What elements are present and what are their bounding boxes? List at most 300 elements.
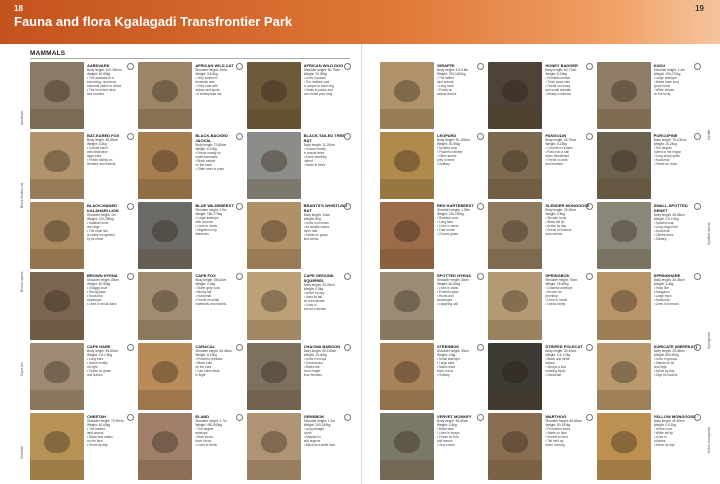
species-note: • Feeds mostly on	[195, 151, 221, 156]
species-note: in flight	[195, 372, 206, 377]
species-note: much larger	[303, 368, 321, 373]
species-note: • Feeds on small	[195, 298, 219, 303]
species-stat: Body length: 45-60cm	[87, 348, 119, 353]
species-info	[437, 343, 485, 410]
side-tab-label: Black-footed cat	[20, 183, 24, 209]
species-name: AARDVARK	[87, 63, 110, 68]
species-note: • Lives in clans	[437, 286, 459, 291]
species-info	[195, 202, 243, 269]
species-note: • Black-and-white face	[303, 442, 336, 447]
species-entry	[30, 62, 135, 129]
species-info	[87, 413, 135, 480]
species-stat: Weight: 40-60kg	[87, 422, 111, 427]
species-entry	[247, 62, 352, 129]
left-side-tab	[20, 62, 27, 480]
species-note: • Feeds on grass	[303, 233, 328, 238]
species-note: • Solitary	[437, 162, 450, 167]
species-info	[87, 62, 135, 129]
species-note: land animal	[87, 430, 104, 435]
species-note: • Hunts by day	[87, 442, 108, 447]
species-note: • White stripes	[653, 88, 675, 92]
sighting-checkbox-icon[interactable]	[477, 344, 484, 351]
species-note: • The tallest	[437, 76, 454, 80]
species-note: • Large eyes	[653, 294, 672, 299]
sighting-checkbox-icon[interactable]	[586, 133, 593, 140]
species-name: CAPE GROUND SQUIRREL	[303, 273, 334, 284]
species-note: • Long neck	[437, 84, 454, 88]
species-name: HONEY BADGER	[545, 63, 578, 68]
species-note: • Long sharp quills	[653, 154, 680, 159]
species-stat: Weight: 80g	[303, 217, 321, 222]
species-stat: Body length: 60-77cm	[545, 68, 577, 72]
species-note: • A widespread cat	[195, 92, 222, 96]
species-stat: Weight: 1.5-2.5kg	[87, 352, 112, 357]
species-info	[654, 413, 702, 480]
species-info	[304, 202, 352, 269]
species-entry	[380, 132, 485, 199]
species-note: • The largest	[653, 146, 672, 151]
species-photo	[30, 202, 84, 269]
species-note: • Males are	[303, 364, 320, 369]
species-note: • White tail tip	[653, 430, 674, 435]
species-stat: Weight: 3-6.5kg	[195, 72, 218, 76]
species-note: short horns	[437, 368, 453, 373]
species-note: • Very social	[437, 442, 455, 447]
species-note: • Solitary	[437, 372, 450, 377]
species-info	[437, 202, 485, 269]
species-photo	[597, 132, 651, 199]
species-entry	[488, 413, 593, 480]
species-name: CAPE HARE	[87, 343, 111, 349]
species-note: colonies	[653, 438, 666, 443]
species-note: • Mostly nocturnal	[545, 92, 571, 96]
species-name: GEMSBOK	[303, 413, 325, 419]
species-entry	[247, 343, 352, 410]
species-stat: Shoulder height: 80cm	[87, 278, 119, 283]
species-note: • Black face	[437, 426, 454, 431]
species-entry	[30, 202, 135, 269]
species-name: WARTHOG	[545, 413, 567, 419]
species-note: • Long ears	[87, 356, 104, 361]
species-stat: Weight: 0.5-1.5kg	[545, 352, 571, 357]
species-note: • Kneels to feed	[545, 434, 568, 439]
species-note: • Drinks rarely	[545, 302, 566, 307]
species-stat: Weight: 120-250kg	[87, 217, 114, 222]
species-info	[87, 272, 135, 339]
species-entry	[597, 343, 702, 410]
species-note: stripes and spots	[195, 88, 220, 92]
species-note: • Long straight	[303, 426, 325, 431]
species-entry	[138, 202, 243, 269]
species-name: CHEETAH	[87, 413, 107, 419]
species-note: • Active by day	[653, 368, 675, 373]
page-gutter	[361, 44, 362, 484]
species-info	[545, 272, 593, 339]
species-note: • Feeds mainly on	[87, 158, 113, 163]
species-note: scavenger	[87, 298, 102, 303]
header-band	[0, 0, 720, 44]
species-note: • Graceful antelope	[545, 286, 573, 291]
species-entry	[380, 343, 485, 410]
species-note: • Males have long	[653, 80, 679, 84]
right-page-grid	[380, 62, 702, 480]
species-stat: Weight: 120-150kg	[437, 212, 464, 217]
species-note: stripes	[545, 360, 555, 365]
species-photo	[138, 202, 192, 269]
species-note: • Spotted coat	[653, 221, 674, 226]
sighting-checkbox-icon[interactable]	[694, 344, 701, 351]
species-info	[304, 132, 352, 199]
species-note: • Large antelope	[653, 76, 677, 80]
species-note: on the face	[87, 438, 103, 443]
section-label: MAMMALS	[30, 50, 66, 57]
species-note: burrow colonies	[303, 307, 326, 312]
species-note: • Lives in packs	[303, 76, 326, 80]
species-photo	[30, 132, 84, 199]
species-entry	[597, 413, 702, 480]
species-stat: Weight: 30-90kg	[437, 142, 461, 147]
species-note: arid regions	[303, 438, 321, 443]
species-note: • Covered in scales	[545, 146, 573, 151]
species-stat: Shoulder height: 35cm	[195, 68, 228, 72]
species-note: • Black tufts	[195, 360, 213, 365]
species-note: • Males have	[437, 364, 456, 369]
species-note: • Reddish coat	[437, 216, 458, 221]
species-stat: Weight: 450-900kg	[195, 422, 223, 427]
species-note: • Lives in herds	[195, 442, 217, 447]
species-stat: Shoulder height: 65-85cm	[545, 418, 582, 423]
species-entry	[380, 202, 485, 269]
species-note: is easily recognised	[87, 233, 115, 238]
species-entry	[380, 413, 485, 480]
species-name: CHACMA BABOON	[303, 343, 341, 349]
species-entry	[138, 343, 243, 410]
species-note: • Omnivorous	[303, 360, 323, 365]
species-note: • Fast runner	[437, 228, 456, 233]
species-note: • Stands on its	[653, 360, 675, 365]
sighting-checkbox-icon[interactable]	[236, 133, 243, 140]
species-note: and seeds	[303, 237, 319, 242]
species-entry	[488, 132, 593, 199]
sighting-checkbox-icon[interactable]	[586, 63, 593, 70]
species-note: • Occurs mostly	[303, 147, 326, 152]
species-stat: Weight: 0.5kg	[545, 212, 565, 217]
species-note: a kangaroo	[653, 290, 670, 295]
species-note: • Feeds on ants	[545, 158, 568, 163]
species-note: as a sunshade	[303, 299, 325, 304]
species-note: • Nests in trees	[303, 163, 326, 168]
species-stat: Body length: 45-55cm	[653, 213, 685, 218]
species-note: • Feeds on	[437, 88, 453, 92]
species-entry	[138, 413, 243, 480]
species-stat: Shoulder height: 80cm	[437, 278, 469, 283]
species-name: BLACK-MANED KALAHARI LION	[87, 203, 119, 214]
species-note: burrowing, nocturnal	[87, 80, 116, 84]
section-rule	[30, 58, 350, 59]
species-photo	[380, 132, 434, 199]
species-name: LEOPARD	[437, 133, 457, 139]
species-stat: Weight: 3-8kg	[437, 422, 457, 427]
species-entry	[30, 132, 135, 199]
species-note: • Climbs trees	[653, 233, 674, 238]
species-stat: Weight: 3-5kg	[87, 142, 107, 147]
species-info	[545, 343, 593, 410]
species-photo	[597, 202, 651, 269]
species-stat: Body length: 20-25cm	[303, 283, 335, 288]
species-note: • Hops like	[653, 286, 669, 291]
species-note: • Lives in small clans	[87, 302, 117, 307]
species-info	[437, 62, 485, 129]
species-entry	[30, 272, 135, 339]
species-stat: Body length: 55-65cm	[87, 138, 119, 143]
species-note: • Uses its tail	[303, 295, 322, 300]
species-name: SPRINGHARE	[653, 273, 681, 279]
species-stat: Body length: 35-45cm	[653, 278, 685, 283]
species-note: • Nocturnal	[87, 294, 103, 299]
species-stat: Body height: 4.5-5.5m	[437, 68, 469, 72]
species-note: other rats	[303, 229, 318, 234]
species-stat: Weight: 8-16kg	[545, 72, 567, 76]
species-note: • Yellow coat	[653, 426, 672, 431]
species-note: mammal native to Africa	[87, 84, 122, 88]
species-note: in acacia trees	[303, 151, 325, 156]
species-photo	[30, 413, 84, 480]
species-name: BLACK-TAILED TREE RAT	[303, 133, 345, 144]
species-note: • Very similar to	[195, 76, 218, 80]
species-note: • Lives in herds	[545, 298, 567, 303]
species-note: • Bushy tail	[195, 290, 212, 295]
species-photo	[138, 272, 192, 339]
species-stat: Body length: 90-190cm	[437, 138, 470, 143]
species-note: • Long face	[437, 220, 454, 225]
species-name: CARACAL	[195, 343, 216, 349]
species-note: • The largest	[195, 426, 214, 431]
side-tab-label: Brown hyena	[20, 271, 24, 292]
species-stat: Weight: 20-30kg	[303, 72, 327, 76]
species-stat: Weight: 15-40kg	[303, 352, 327, 357]
species-note: • Nocturnal	[653, 298, 670, 303]
species-note: • Lives in troops	[437, 430, 460, 435]
species-info	[654, 272, 702, 339]
species-photo	[138, 132, 192, 199]
species-stat: Weight: 60-80kg	[437, 282, 461, 287]
species-stat: Shoulder height: 50cm	[437, 348, 469, 353]
species-note: • Lives in groups	[653, 356, 678, 361]
sighting-checkbox-icon[interactable]	[236, 414, 243, 421]
left-page-number: 18	[14, 4, 23, 13]
species-note: • Kalahari lions	[87, 221, 109, 226]
species-entry	[380, 272, 485, 339]
species-info	[195, 413, 243, 480]
species-note: • Feeds on insects	[545, 228, 572, 233]
species-photo	[247, 62, 301, 129]
species-name: SPRINGBOK	[545, 273, 570, 279]
species-stat: Weight: 40-65kg	[87, 72, 111, 76]
species-stat: Weight: 50-100kg	[545, 422, 571, 427]
species-note: mammals and insects	[195, 302, 227, 307]
species-note: • Hunts in packs and	[303, 88, 333, 92]
species-entry	[30, 343, 135, 410]
species-name: BAT-EARED FOX	[87, 133, 120, 139]
species-photo	[380, 413, 434, 480]
species-note: and leaves	[87, 372, 103, 377]
species-name: SLENDER MONGOOSE	[545, 203, 590, 209]
species-stat: Weight: 2-4kg	[195, 282, 215, 287]
sighting-checkbox-icon[interactable]	[127, 344, 134, 351]
sighting-checkbox-icon[interactable]	[586, 414, 593, 421]
species-note: antelope	[195, 430, 208, 435]
species-info	[195, 343, 243, 410]
species-note: • Feeds on roots	[653, 162, 677, 167]
sighting-checkbox-icon[interactable]	[236, 63, 243, 70]
species-name: GIRAFFE	[437, 63, 455, 68]
species-note: • Long ringed tail	[653, 225, 678, 230]
species-note: • Large ears	[437, 360, 455, 365]
species-name: PANGOLIN	[545, 133, 567, 139]
left-page-grid	[30, 62, 352, 480]
species-note: • Spotted coat	[437, 146, 457, 151]
species-photo	[138, 62, 192, 129]
side-tab-label: Yellow mongoose	[707, 426, 711, 454]
species-note: • Active by day	[653, 442, 675, 447]
species-entry	[597, 272, 702, 339]
species-stat: Weight: 10-24kg	[653, 142, 677, 147]
species-info	[654, 343, 702, 410]
species-info	[304, 413, 352, 480]
sighting-checkbox-icon[interactable]	[586, 344, 593, 351]
species-name: BROWN HYENA	[87, 273, 118, 279]
species-stat: Weight: 190-270kg	[653, 72, 681, 76]
sighting-checkbox-icon[interactable]	[694, 414, 701, 421]
species-note: hind legs	[653, 364, 667, 369]
species-stat: Weight: 700-1400kg	[437, 72, 466, 76]
species-note: • Strong jaws	[87, 290, 106, 295]
sighting-checkbox-icon[interactable]	[236, 344, 243, 351]
species-info	[437, 413, 485, 480]
species-stat: Weight: 180-270kg	[195, 212, 223, 217]
species-info	[304, 343, 352, 410]
species-entry	[247, 132, 352, 199]
species-note: • Nocturnal	[653, 229, 670, 234]
species-note: • Fearless animal	[545, 76, 570, 80]
species-stat: Body length: 50-115cm	[303, 348, 337, 353]
species-name: CAPE FOX	[195, 273, 216, 279]
species-photo	[380, 272, 434, 339]
species-stat: Shoulder height: 1.5m	[195, 208, 227, 213]
species-note: • Thick loose skin	[545, 80, 570, 84]
species-note: can chase prey long	[303, 92, 333, 96]
species-note: • Known for	[545, 290, 562, 295]
side-tab-label: Spotted hyena	[707, 222, 711, 245]
sighting-checkbox-icon[interactable]	[694, 63, 701, 70]
species-note: domestic cats	[195, 80, 215, 84]
species-photo	[247, 132, 301, 199]
species-note: spiral horns	[653, 84, 671, 88]
species-name: SMALL-SPOTTED GENET	[653, 203, 688, 214]
species-info	[654, 202, 702, 269]
species-note: • Black tear marks	[87, 434, 113, 439]
species-note: • Prominent tusks	[545, 426, 571, 431]
species-note: • Grazes grass	[437, 232, 458, 237]
sighting-checkbox-icon[interactable]	[344, 414, 351, 421]
species-stat: Weight: 600-900g	[653, 352, 679, 357]
species-stat: Weight: 8-19kg	[195, 352, 217, 357]
species-info	[87, 132, 135, 199]
species-note: with a beard	[195, 220, 213, 225]
species-photo	[30, 343, 84, 410]
species-stat: Body length: 75-100cm	[653, 138, 687, 143]
species-note: and termites	[545, 162, 563, 167]
side-tab-label: Springhare	[707, 332, 711, 350]
species-name: KUDU	[653, 63, 666, 68]
species-name: PORCUPINE	[653, 133, 678, 139]
species-note: by its mane	[87, 237, 104, 242]
species-note: horns	[303, 430, 312, 435]
sighting-checkbox-icon[interactable]	[236, 203, 243, 210]
species-photo	[247, 343, 301, 410]
species-info	[304, 272, 352, 339]
species-name: BRANTS'S WHISTLING RAT	[303, 203, 348, 214]
species-entry	[138, 132, 243, 199]
species-photo	[30, 272, 84, 339]
species-note: • Active by day	[545, 224, 567, 229]
species-entry	[247, 413, 352, 480]
species-note: • The aardvark is a	[87, 76, 114, 80]
species-name: SURICATE (MEERKAT)	[653, 343, 698, 349]
species-entry	[488, 202, 593, 269]
species-note: • Black and white	[545, 356, 570, 361]
species-stat: Shoulder height: 75cm	[545, 278, 578, 283]
species-info	[654, 132, 702, 199]
sighting-checkbox-icon[interactable]	[344, 344, 351, 351]
sighting-checkbox-icon[interactable]	[586, 203, 593, 210]
species-note: • Large antelope	[195, 216, 219, 221]
side-tab-label: Aardvark	[20, 110, 24, 125]
species-stat: Body length: 12-20cm	[303, 143, 335, 148]
species-stat: Weight: 3-4kg	[653, 282, 674, 287]
species-name: YELLOW MONGOOSE	[653, 413, 696, 419]
species-note: • Active by day	[303, 291, 325, 296]
species-info	[545, 202, 593, 269]
species-note: • Migrates long	[195, 228, 217, 233]
species-stat: Shoulder height: 1.7m	[195, 418, 227, 423]
species-note: prey in trees	[437, 158, 455, 163]
species-stat: Weight: 0.5kg	[303, 287, 324, 292]
side-tab-label: Cape fox	[20, 361, 24, 376]
species-stat: Shoulder height: 70-90cm	[87, 418, 124, 423]
species-note: • Both sexes	[195, 434, 214, 439]
species-photo	[380, 62, 434, 129]
species-note: and small animals	[545, 88, 571, 92]
species-note: • Black tail tip	[545, 220, 565, 225]
sighting-checkbox-icon[interactable]	[344, 63, 351, 70]
species-info	[195, 62, 243, 129]
species-note: • The fastest	[87, 426, 105, 431]
species-stat: Body length: 40-60cm	[653, 418, 685, 423]
species-note: • Grey coat with	[195, 84, 218, 88]
species-note: rodent in the region	[653, 150, 682, 155]
species-note: • Silver-grey coat	[195, 286, 220, 291]
species-photo	[597, 272, 651, 339]
species-photo	[247, 202, 301, 269]
species-note: have horns	[195, 438, 212, 443]
species-name: BLUE WILDEBEEST	[195, 203, 234, 209]
species-note: with distinctive	[87, 150, 108, 155]
species-entry	[138, 272, 243, 339]
species-photo	[247, 272, 301, 339]
species-note: • Tail held up	[545, 438, 564, 443]
species-entry	[247, 272, 352, 339]
